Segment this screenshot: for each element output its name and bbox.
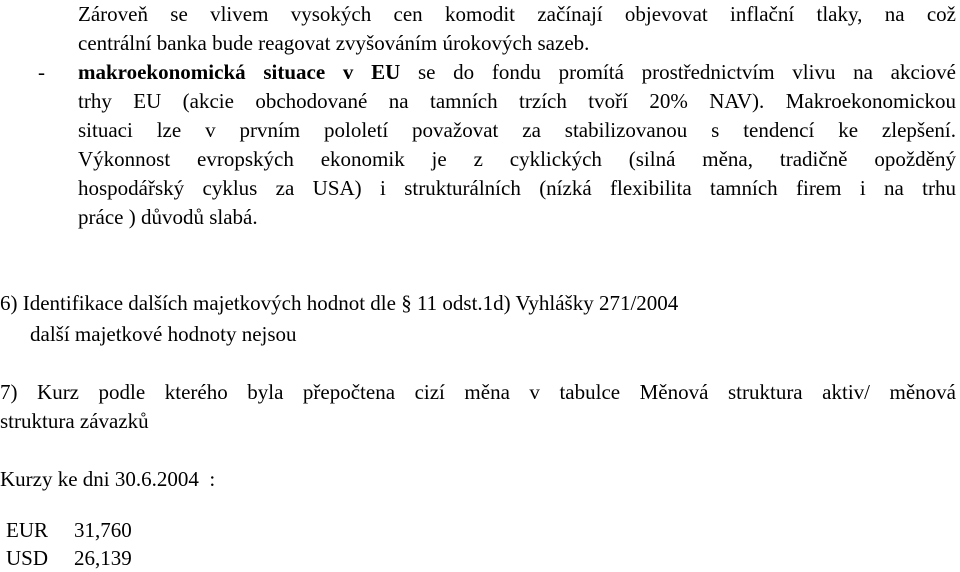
table-row <box>6 544 132 572</box>
section-7-line-2: struktura závazků <box>0 409 149 433</box>
intro-line-2: centrální banka bude reagovat zvyšováním úrokových sazeb. <box>78 31 590 55</box>
macro-line-1-rest: se do fondu promítá prostřednictvím vlivu na akciové <box>400 60 956 84</box>
section-6-heading: 6) Identifikace dalších majetkových hodnot dle § 11 odst.1d) Vyhlášky 271/2004 <box>0 291 679 315</box>
section-7-line-1 <box>0 380 956 404</box>
section-6-text: další majetkové hodnoty nejsou <box>30 322 297 346</box>
macro-bold-lead: makroekonomická situace v EU <box>78 60 401 84</box>
currency-rate: 31,760 <box>74 518 132 542</box>
macro-line-5: hospodářský cyklus za USA) i strukturálních (nízká flexibilita tamních firem i na trhu <box>78 176 956 200</box>
macro-line-4: Výkonnost evropských ekonomik je z cyklických (silná měna, tradičně opožděný <box>78 147 956 171</box>
macro-line-6: práce ) důvodů slabá. <box>78 205 258 229</box>
macro-paragraph <box>78 58 956 232</box>
intro-line-1: Zároveň se vlivem vysokých cen komodit začínají objevovat inflační tlaky, na což <box>78 2 956 26</box>
macro-line-3: situaci lze v prvním pololetí považovat za stabilizovanou s tendencí ke zlepšení. <box>78 118 956 142</box>
table-row <box>6 516 132 544</box>
currency-rate: 26,139 <box>74 546 132 570</box>
section-7-line-1-text: 7) Kurz podle kterého byla přepočtena cizí měna v tabulce Měnová struktura aktiv/ měnová <box>0 380 956 404</box>
intro-paragraph <box>78 0 956 58</box>
macro-line-1 <box>78 58 956 87</box>
rates-heading: Kurzy ke dni 30.6.2004 : <box>0 467 216 491</box>
currency-code: EUR <box>6 518 48 542</box>
bullet-dash: - <box>38 60 45 84</box>
macro-line-2: trhy EU (akcie obchodované na tamních trzích tvoří 20% NAV). Makroekonomickou <box>78 89 956 113</box>
rates-table <box>6 516 132 572</box>
currency-code: USD <box>6 546 49 570</box>
